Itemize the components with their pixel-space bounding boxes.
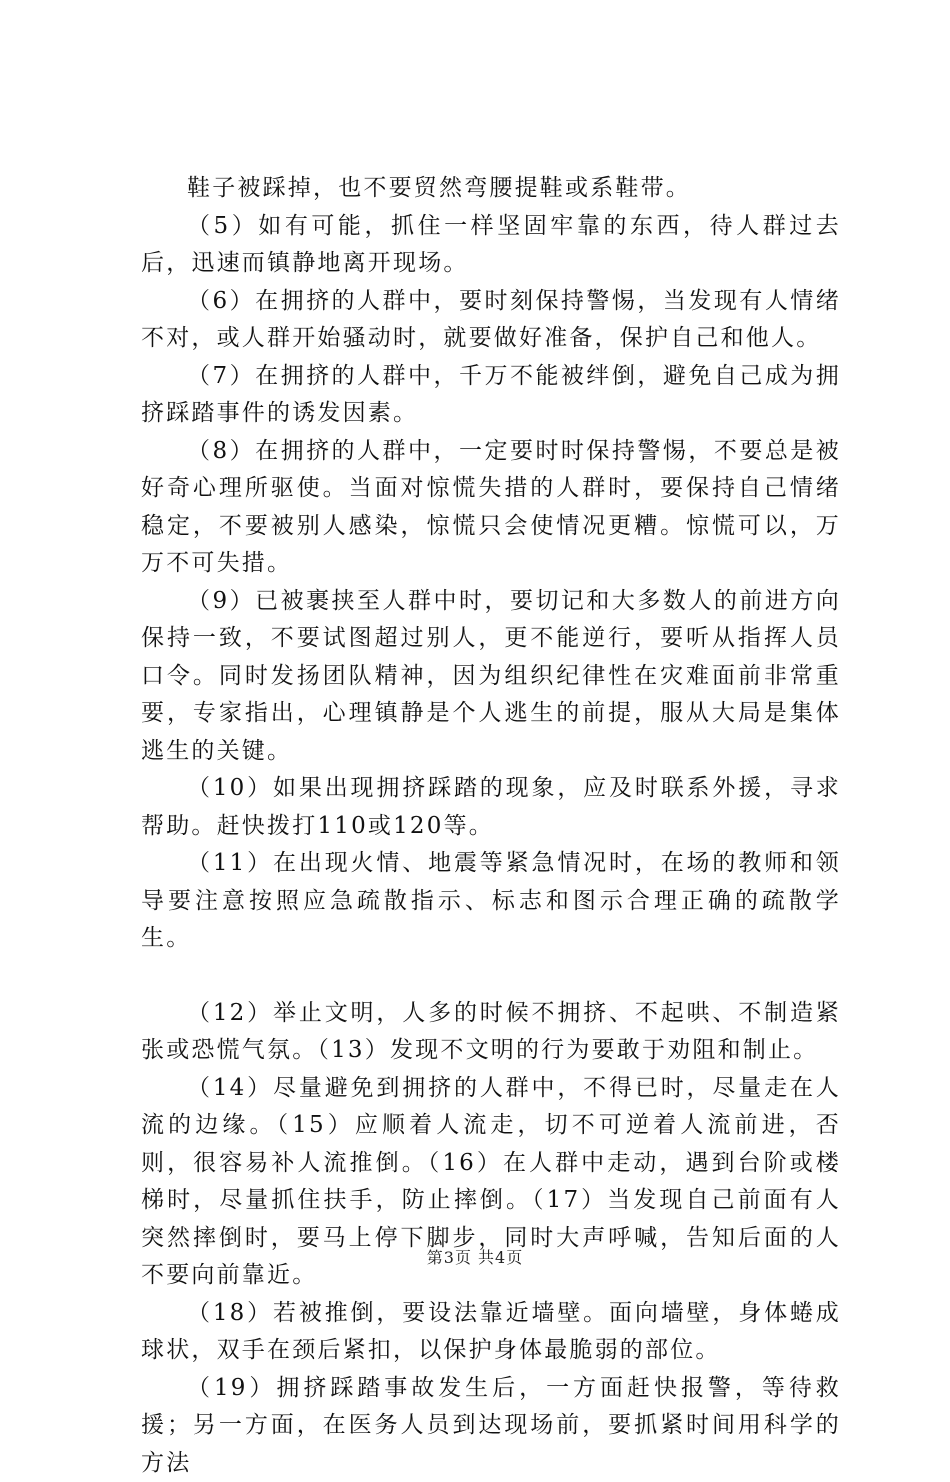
paragraph-continuation: 鞋子被踩掉，也不要贸然弯腰提鞋或系鞋带。 [141,170,841,208]
paragraph-item-12-13: （12）举止文明，人多的时候不拥挤、不起哄、不制造紧张或恐慌气氛。（13）发现不文明的行为要敢于劝阻和制止。 [141,995,841,1070]
paragraph-item-11: （11）在出现火情、地震等紧急情况时，在场的教师和领导要注意按照应急疏散指示、标志和图示合理正确的疏散学生。 [141,845,841,958]
page-number-footer: 第3页 共4页 [0,1245,950,1268]
paragraph-item-5: （5）如有可能，抓住一样坚固牢靠的东西，待人群过去后，迅速而镇静地离开现场。 [141,208,841,283]
paragraph-item-7: （7）在拥挤的人群中，千万不能被绊倒，避免自己成为拥挤踩踏事件的诱发因素。 [141,358,841,433]
paragraph-item-10: （10）如果出现拥挤踩踏的现象，应及时联系外援，寻求帮助。赶快拨打110或120等。 [141,770,841,845]
paragraph-item-9: （9）已被裹挟至人群中时，要切记和大多数人的前进方向保持一致，不要试图超过别人，更不能逆行，要听从指挥人员口令。同时发扬团队精神，因为组织纪律性在灾难面前非常重要，专家指出，心理镇静是个人逃生的前提，服从大局是集体逃生的关键。 [141,583,841,771]
paragraph-item-8: （8）在拥挤的人群中，一定要时时保持警惕，不要总是被好奇心理所驱使。当面对惊慌失措的人群时，要保持自己情绪稳定，不要被别人感染，惊慌只会使情况更糟。惊慌可以，万万不可失措。 [141,433,841,583]
paragraph-item-14-17: （14）尽量避免到拥挤的人群中，不得已时，尽量走在人流的边缘。（15）应顺着人流走，切不可逆着人流前进，否则，很容易补人流推倒。（16）在人群中走动，遇到台阶或楼梯时，尽量抓住扶手，防止摔倒。（17）当发现自己前面有人突然摔倒时，要马上停下脚步，同时大声呼喊，告知后面的人不要向前靠近。 [141,1070,841,1295]
paragraph-item-18: （18）若被推倒，要设法靠近墙壁。面向墙壁，身体蜷成球状，双手在颈后紧扣，以保护身体最脆弱的部位。 [141,1295,841,1370]
paragraph-item-6: （6）在拥挤的人群中，要时刻保持警惕，当发现有人情绪不对，或人群开始骚动时，就要做好准备，保护自己和他人。 [141,283,841,358]
paragraph-item-19: （19）拥挤踩踏事故发生后，一方面赶快报警，等待救援；另一方面，在医务人员到达现场前，要抓紧时间用科学的方法 [141,1370,841,1482]
document-body [141,170,841,1482]
